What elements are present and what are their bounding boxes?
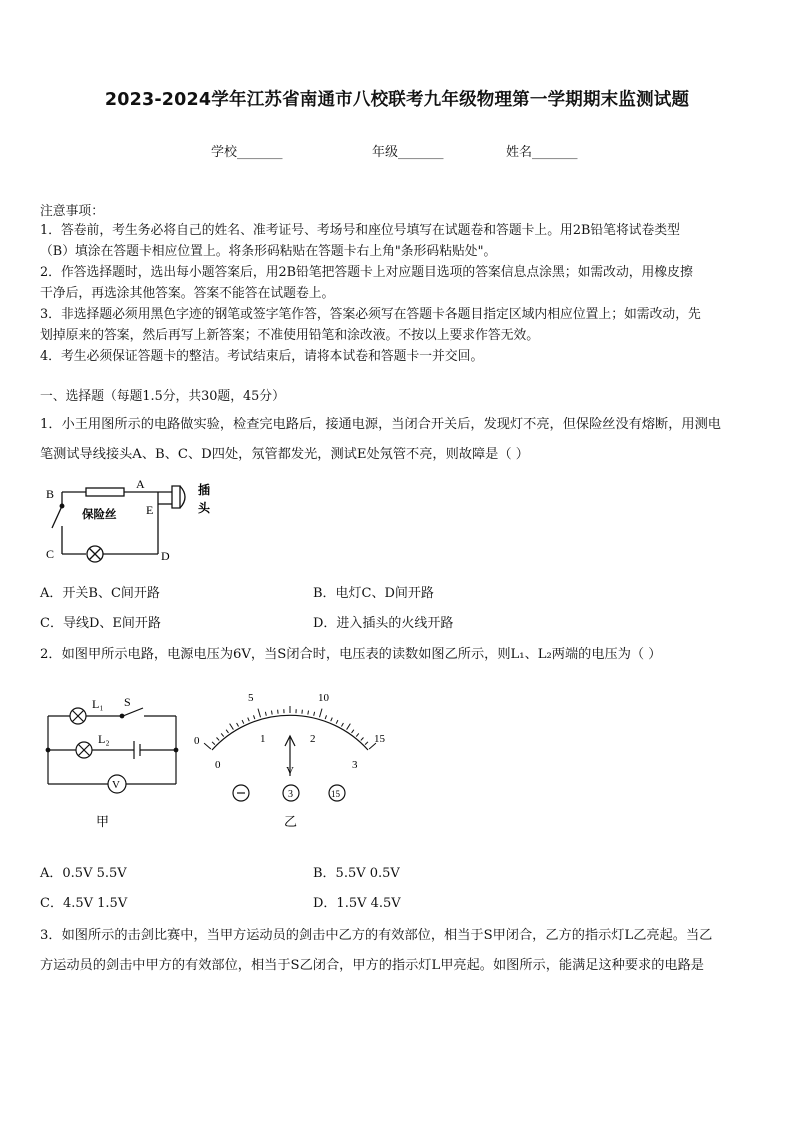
- meter-tick: [248, 718, 250, 722]
- label-c: C: [46, 547, 55, 561]
- scale-bottom-0: 0: [215, 759, 221, 771]
- scale-top-10: 10: [318, 692, 329, 704]
- label-l2: L₂: [98, 732, 110, 746]
- q2-option-a[interactable]: A．0.5V 5.5V: [40, 866, 127, 881]
- meter-tick: [356, 733, 359, 736]
- terminal-3: 3: [288, 789, 293, 800]
- voltmeter-symbol: V: [112, 779, 120, 791]
- notice-line: 4．考生必须保证答题卡的整洁。考试结束后，请将本试卷和答题卡一并交回。: [40, 349, 484, 364]
- meter-tick: [217, 738, 220, 741]
- school-field: 学校_______: [211, 145, 283, 160]
- meter-tick: [221, 733, 224, 736]
- q1-stem: 1．小王用图所示的电路做实验，检查完电路后，接通电源，当闭合开关后，发现灯不亮，但保险丝没有熔断，用测电: [40, 417, 721, 432]
- q3-stem: 方运动员的剑击中甲方的有效部位，相当于S乙闭合，甲方的指示灯L甲亮起。如图所示，能满足这种要求的电路是: [40, 958, 704, 973]
- figure-yi-label: 乙: [284, 814, 298, 829]
- q1-option-d[interactable]: D．进入插头的火线开路: [313, 616, 454, 631]
- name-field: 姓名_______: [506, 145, 578, 160]
- q2-option-b[interactable]: B．5.5V 0.5V: [313, 866, 400, 881]
- label-e: E: [146, 503, 154, 517]
- scale-bottom-2: 2: [310, 733, 316, 745]
- meter-tick: [325, 715, 326, 719]
- notice-line: 干净后，再选涂其他答案。答案不能答在试题卷上。: [40, 286, 335, 301]
- meter-tick: [212, 742, 215, 745]
- scale-bottom-3: 3: [352, 759, 358, 771]
- meter-tick: [271, 711, 272, 715]
- section-heading: 一、选择题（每题1.5分，共30题，45分）: [40, 389, 285, 404]
- label-s: S: [124, 695, 131, 709]
- q2-option-d[interactable]: D．1.5V 4.5V: [313, 896, 401, 911]
- meter-tick: [265, 712, 266, 716]
- meter-tick: [319, 709, 322, 718]
- scale-top-15: 15: [374, 733, 385, 745]
- notice-line: 3．非选择题必须用黑色字迹的钢笔或签字笔作答，答案必须写在答题卡各题目指定区域内相应位置上；如需改动，先: [40, 307, 701, 322]
- figure-jia-label: 甲: [96, 814, 110, 829]
- label-b: B: [46, 487, 55, 501]
- meter-tick: [352, 730, 354, 733]
- meter-tick: [347, 724, 351, 730]
- meter-tick: [361, 738, 364, 741]
- meter-tick: [204, 743, 211, 749]
- q2-figure: [40, 688, 400, 833]
- plug-label-1: 插: [198, 483, 211, 497]
- meter-tick: [237, 723, 239, 726]
- meter-unit: V: [286, 765, 294, 777]
- meter-tick: [308, 711, 309, 715]
- notice-line: 2．作答选择题时，选出每小题答案后，用2B铅笔把答题卡上对应题目选项的答案信息点涂黑；如需改动，用橡皮擦: [40, 265, 693, 280]
- page-title: 2023-2024学年江苏省南通市八校联考九年级物理第一学期期末监测试题: [104, 90, 690, 110]
- notice-line: 1．答卷前，考生务必将自己的姓名、准考证号、考场号和座位号填写在试题卷和答题卡上。用2B铅笔将试卷类型: [40, 223, 680, 238]
- meter-tick: [253, 715, 254, 719]
- notice-heading: 注意事项：: [40, 204, 104, 219]
- meter-tick: [331, 718, 333, 722]
- q1-option-b[interactable]: B．电灯C、D间开路: [313, 586, 434, 601]
- fuse-label: 保险丝: [82, 509, 117, 521]
- meter-tick: [226, 730, 228, 733]
- label-d: D: [161, 549, 170, 563]
- label-l1: L₁: [92, 697, 104, 711]
- meter-tick: [230, 724, 234, 730]
- notice-line: （B）填涂在答题卡相应位置上。将条形码粘贴在答题卡右上角"条形码粘贴处"。: [40, 244, 497, 259]
- meter-tick: [258, 709, 261, 718]
- q1-circuit-figure: [40, 478, 230, 566]
- grade-field: 年级_______: [372, 145, 444, 160]
- q1-stem: 笔测试导线接头A、B、C、D四处，氖管都发光，测试E处氖管不亮，则故障是（ ）: [40, 447, 529, 462]
- q3-stem: 3．如图所示的击剑比赛中，当甲方运动员的剑击中乙方的有效部位，相当于S甲闭合，乙方的指示灯L乙亮起。当乙: [40, 928, 713, 943]
- q2-stem: 2．如图甲所示电路，电源电压为6V，当S闭合时，电压表的读数如图乙所示，则L₁、L₂两端的电压为（ ）: [40, 647, 662, 662]
- scale-top-0: 0: [194, 735, 200, 747]
- label-a: A: [136, 478, 145, 491]
- scale-top-5: 5: [248, 692, 254, 704]
- plug-label-2: 头: [198, 501, 211, 515]
- meter-tick: [314, 712, 315, 716]
- scale-bottom-1: 1: [260, 733, 266, 745]
- notice-line: 划掉原来的答案，然后再写上新答案；不准使用铅笔和涂改液。不按以上要求作答无效。: [40, 328, 540, 343]
- meter-tick: [365, 742, 368, 745]
- q2-option-c[interactable]: C．4.5V 1.5V: [40, 896, 128, 911]
- meter-tick: [242, 720, 244, 724]
- terminal-15: 15: [331, 789, 340, 799]
- q1-option-c[interactable]: C．导线D、E间开路: [40, 616, 161, 631]
- meter-tick: [341, 723, 343, 726]
- meter-tick: [336, 720, 338, 724]
- q1-option-a[interactable]: A．开关B、C间开路: [40, 586, 160, 601]
